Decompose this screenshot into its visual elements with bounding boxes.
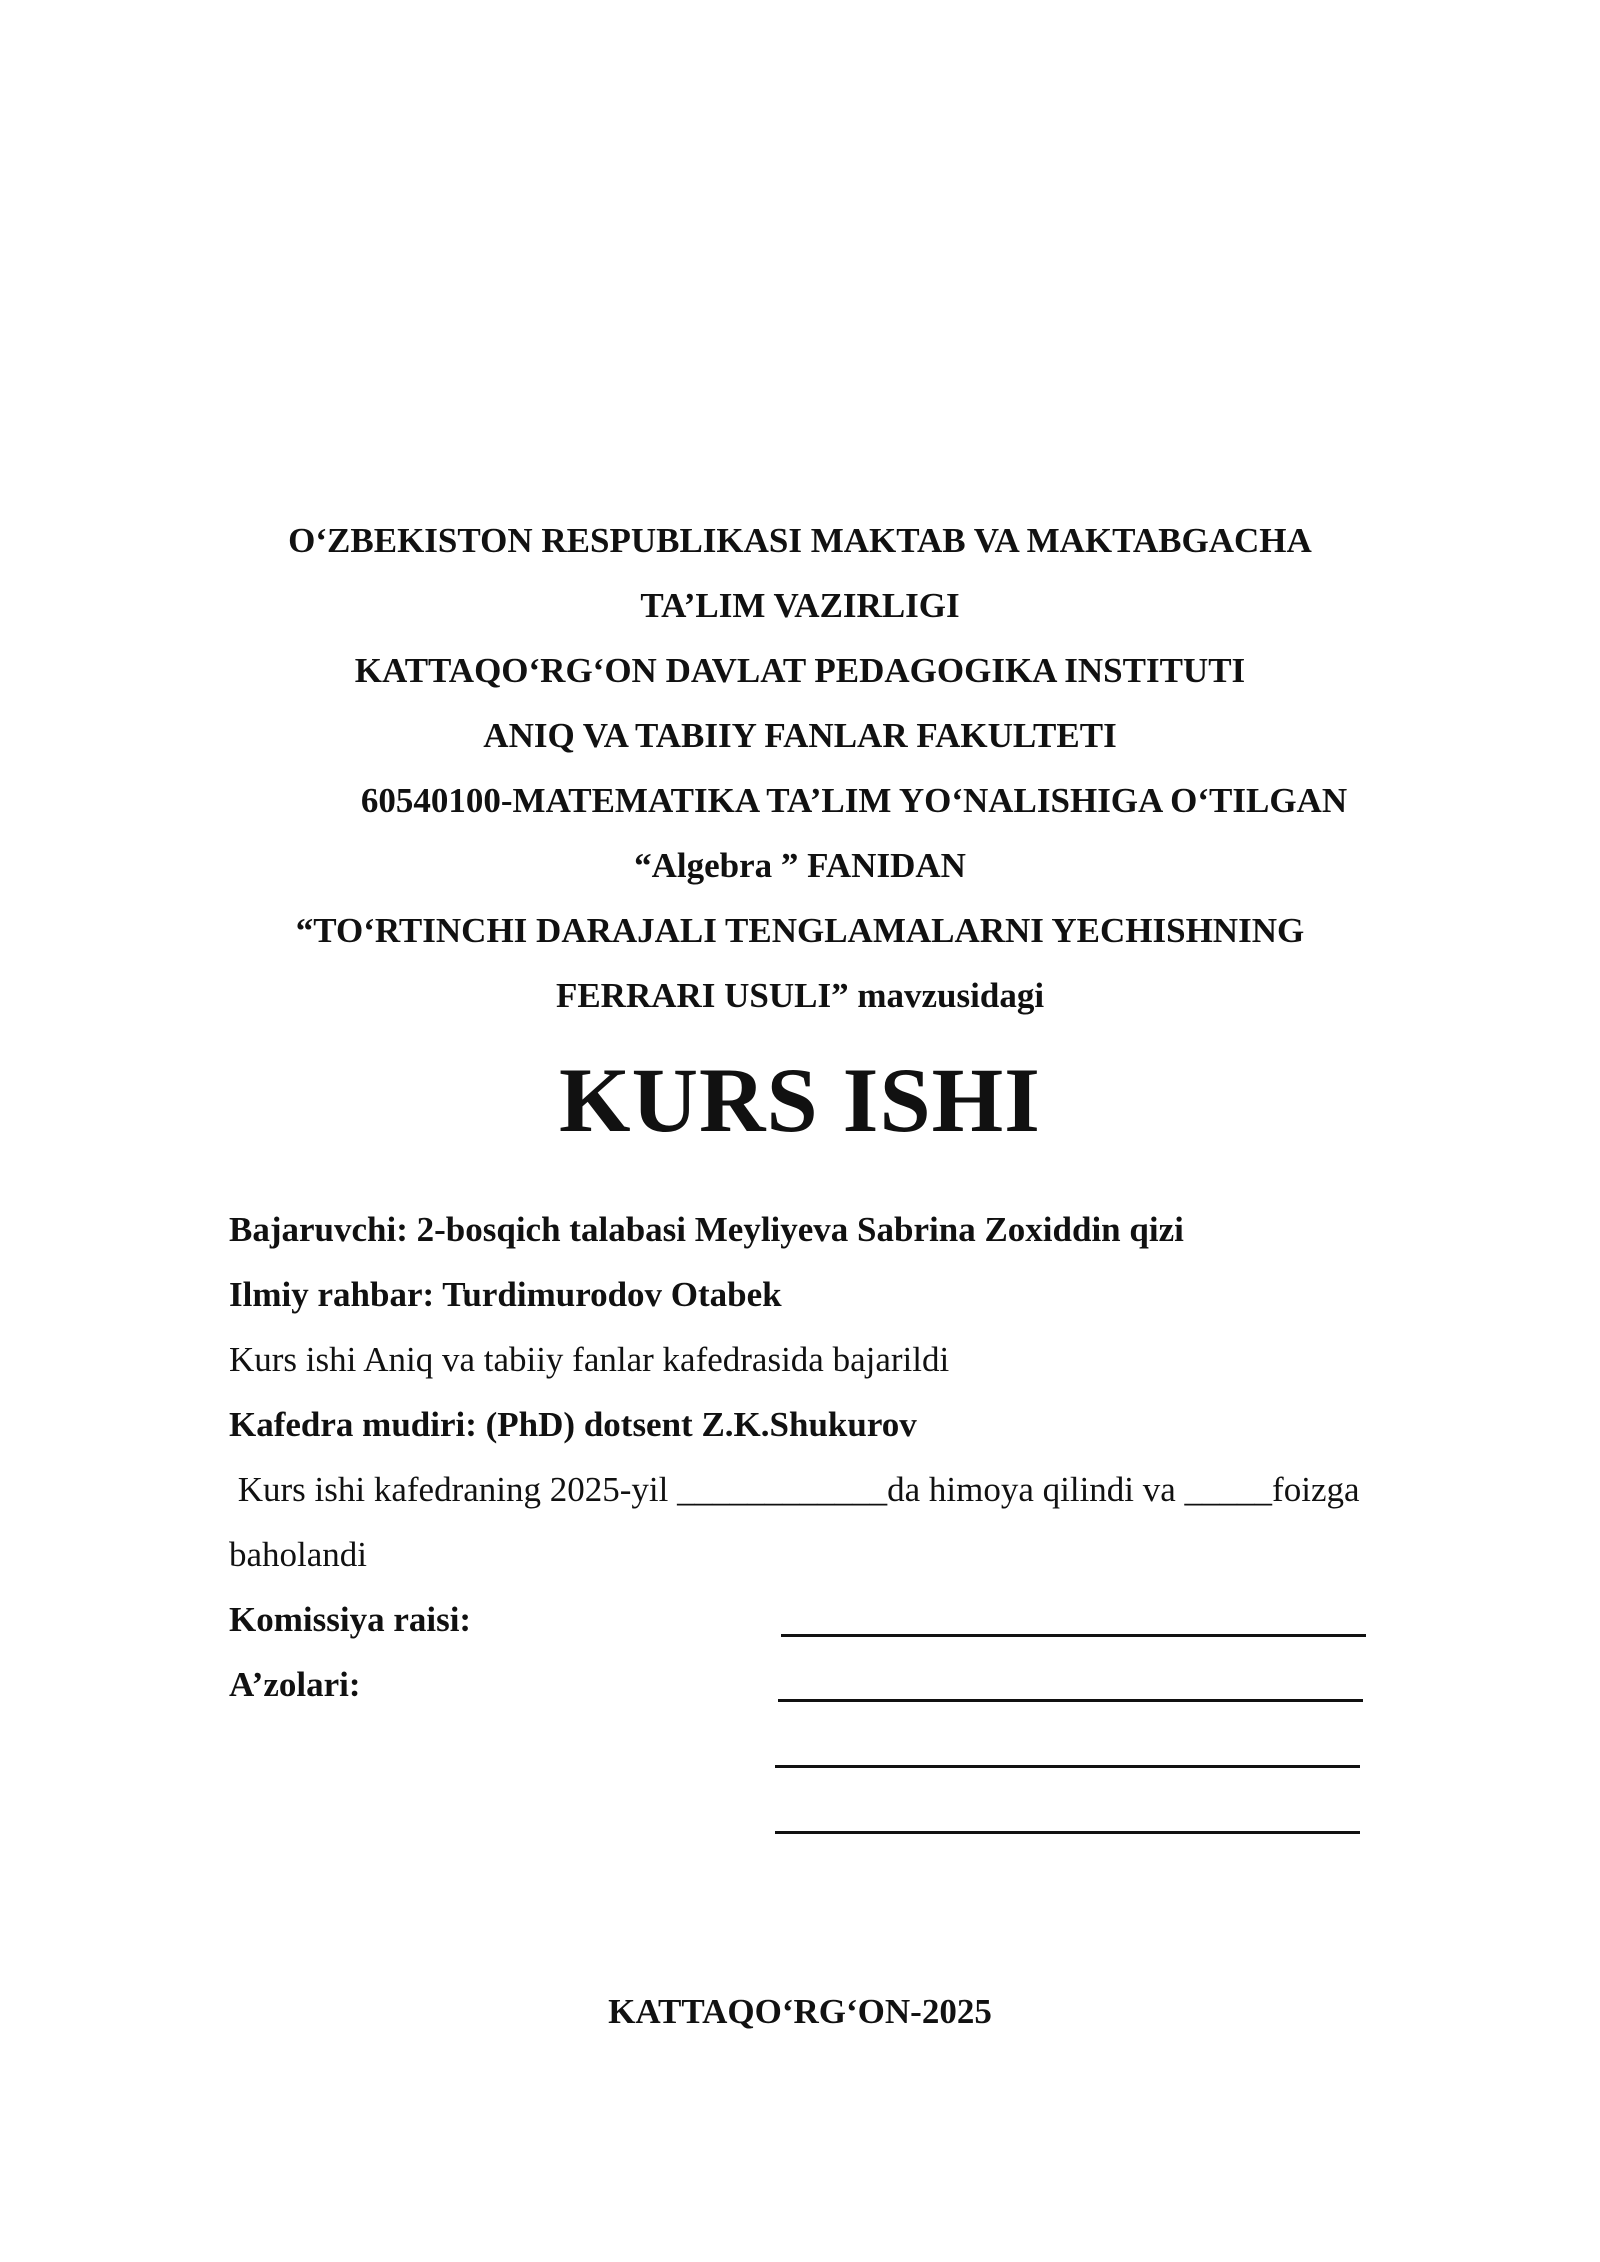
- supervisor-line: Ilmiy rahbar: Turdimurodov Otabek: [229, 1275, 782, 1314]
- program-line: 60540100-MATEMATIKA TA’LIM YO‘NALISHIGA O‘TILGAN: [360, 781, 1348, 820]
- defense-line: Kurs ishi kafedraning 2025-yil ____________da himoya qilindi va _____foizga: [229, 1470, 1360, 1509]
- executor-line: Bajaruvchi: 2-bosqich talabasi Meyliyeva Sabrina Zoxiddin qizi: [229, 1210, 1184, 1249]
- document-title: KURS ISHI: [559, 1049, 1041, 1151]
- ministry-line-1: O‘ZBEKISTON RESPUBLIKASI MAKTAB VA MAKTABGACHA: [288, 521, 1312, 560]
- topic-line-2: FERRARI USULI” mavzusidagi: [555, 976, 1045, 1015]
- member-signature-line-3: [775, 1831, 1360, 1834]
- ministry-line-2: TA’LIM VAZIRLIGI: [640, 586, 960, 625]
- commission-chair-signature-line: [781, 1634, 1366, 1637]
- defense-line-continued: baholandi: [229, 1535, 368, 1574]
- subject-line: “Algebra ” FANIDAN: [634, 846, 966, 885]
- faculty-name: ANIQ VA TABIIY FANLAR FAKULTETI: [483, 716, 1117, 755]
- institute-name: KATTAQO‘RG‘ON DAVLAT PEDAGOGIKA INSTITUTI: [354, 651, 1246, 690]
- member-signature-line-2: [775, 1765, 1360, 1768]
- commission-members-label: A’zolari:: [229, 1665, 361, 1704]
- department-note: Kurs ishi Aniq va tabiiy fanlar kafedrasida bajarildi: [229, 1340, 950, 1379]
- member-signature-line-1: [778, 1699, 1363, 1702]
- department-head-line: Kafedra mudiri: (PhD) dotsent Z.K.Shukurov: [229, 1405, 917, 1444]
- commission-chair-label: Komissiya raisi:: [229, 1600, 472, 1639]
- city-year: KATTAQO‘RG‘ON-2025: [608, 1992, 992, 2031]
- topic-line-1: “TO‘RTINCHI DARAJALI TENGLAMALARNI YECHISHNING: [295, 911, 1305, 950]
